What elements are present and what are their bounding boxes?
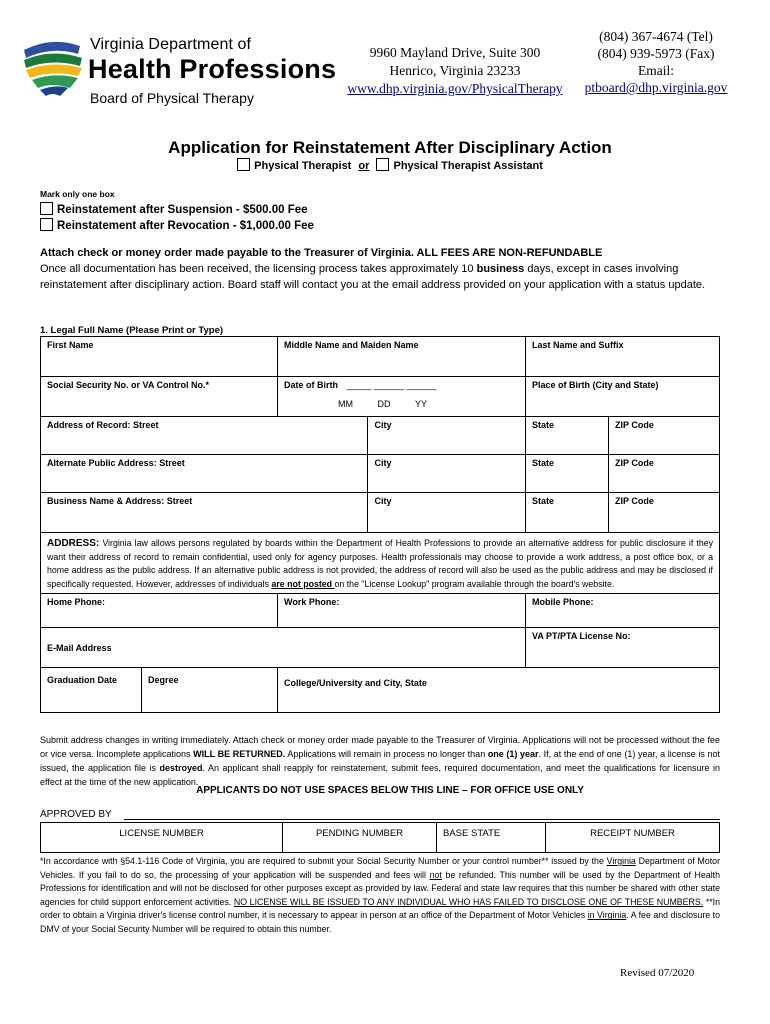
email-label: E-Mail Address — [47, 642, 112, 653]
license-no-label: VA PT/PTA License No: — [532, 631, 631, 641]
footnote-i: . A fee and disclosure to DMV of your Social Security Number will be required to obtain this number. — [40, 910, 720, 934]
table-row — [41, 455, 720, 493]
ssn-field[interactable] — [41, 377, 278, 417]
processing-text-b: business — [476, 263, 525, 275]
suspension-label: Reinstatement after Suspension - $500.00 Fee — [57, 204, 308, 216]
approved-by-line — [124, 819, 720, 820]
footnote-g: **In order to obtain a Virginia driver's license control number, it is necessary to appear in person at an office of the Department of Motor Vehicles — [40, 896, 720, 921]
table-row — [41, 493, 720, 533]
record-street-label: Address of Record: Street — [47, 420, 159, 430]
degree-field[interactable] — [142, 668, 278, 712]
grad-date-field[interactable] — [41, 668, 142, 712]
business-state-label: State — [532, 496, 555, 506]
logo-line2: Health Professions — [88, 54, 337, 84]
website-link[interactable]: www.dhp.virginia.gov/PhysicalTherapy — [347, 81, 563, 96]
mark-one-note: Mark only one box — [40, 189, 115, 199]
footnote-a: *In accordance with §54.1-116 Code of Virginia, you are required to submit your Social Security Number or your control number** issued by the — [40, 856, 607, 866]
office-use-heading: APPLICANTS DO NOT USE SPACES BELOW THIS LINE – FOR OFFICE USE ONLY — [196, 785, 584, 796]
record-city-label: City — [374, 420, 392, 430]
logo-line3: Board of Physical Therapy — [90, 90, 254, 106]
address-note-text-b: are not posted — [271, 578, 335, 589]
business-street-label: Business Name & Address: Street — [47, 496, 193, 506]
submit-g: . An applicant shall reapply for reinstatement, submit fees, required documentation, and meet the qualifications for licensure in effect at the time of the new application. — [40, 763, 720, 787]
first-name-label: First Name — [47, 340, 94, 350]
logo-mark-icon — [22, 36, 84, 102]
office-pending-number[interactable] — [283, 823, 437, 853]
table-row — [41, 628, 720, 668]
office-col-3: BASE STATE — [443, 828, 501, 839]
submit-a: Submit address changes in writing immediately. Attach check or money order made payable to the Treasurer of Virginia. Applications will not be processed without the fee or vice versa. Incomplete applications — [40, 735, 720, 759]
contact-email-label: Email: — [638, 63, 674, 78]
revised-date: Revised 07/2020 — [620, 967, 695, 979]
table-row — [41, 417, 720, 455]
table-row — [41, 668, 720, 713]
work-phone-label: Work Phone: — [284, 597, 340, 607]
pt-checkbox[interactable] — [237, 158, 250, 171]
submit-c: Applications will remain in process no longer than — [285, 749, 488, 759]
footnote-c: Department of Motor Vehicles. If you fail to do so, the processing of your application will be suspended and fees will — [40, 856, 720, 880]
business-city-label: City — [374, 496, 392, 506]
first-name-field[interactable] — [41, 337, 278, 377]
home-phone-field[interactable] — [41, 594, 278, 628]
address-city: Henrico, Virginia 23233 — [389, 63, 521, 78]
record-street-field[interactable] — [41, 417, 368, 455]
college-field[interactable] — [278, 668, 720, 713]
record-zip-label: ZIP Code — [615, 420, 654, 430]
address-street: 9960 Mayland Drive, Suite 300 — [369, 45, 541, 60]
record-state-field[interactable] — [526, 417, 609, 455]
pob-label: Place of Birth (City and State) — [531, 380, 659, 390]
email-field[interactable] — [41, 628, 526, 668]
mobile-phone-label: Mobile Phone: — [532, 597, 594, 607]
submit-f: destroyed — [159, 763, 203, 773]
business-zip-field[interactable] — [609, 493, 720, 533]
table-row — [41, 533, 720, 594]
pta-checkbox[interactable] — [376, 158, 389, 171]
business-zip-label: ZIP Code — [615, 496, 654, 506]
agency-contact — [576, 28, 736, 96]
office-col-2: PENDING NUMBER — [315, 828, 404, 839]
college-label: College/University and City, State — [284, 678, 427, 688]
footnote-f: NO LICENSE WILL BE ISSUED TO ANY INDIVIDUAL WHO HAS FAILED TO DISCLOSE ONE OF THESE NUMBERS. — [233, 896, 704, 907]
dob-dd: DD — [377, 399, 391, 409]
page-title: Application for Reinstatement After Disciplinary Action — [168, 138, 612, 157]
table-row — [41, 377, 720, 417]
address-note — [47, 537, 713, 591]
revocation-label: Reinstatement after Revocation - $1,000.00 Fee — [57, 220, 314, 232]
alt-state-label: State — [532, 458, 555, 468]
degree-label: Degree — [148, 675, 179, 685]
middle-name-label: Middle Name and Maiden Name — [284, 340, 419, 350]
agency-logo — [22, 30, 342, 110]
or-label: or — [358, 160, 370, 172]
record-zip-field[interactable] — [609, 417, 720, 455]
table-row — [41, 823, 720, 853]
ssn-label: Social Security No. or VA Control No.* — [47, 380, 210, 390]
dob-field[interactable] — [278, 377, 526, 417]
business-state-field[interactable] — [526, 493, 609, 533]
dob-yy: YY — [415, 399, 428, 409]
address-note-text-c: on the "License Lookup" program available through the board's website. — [334, 578, 615, 589]
profession-select — [0, 158, 770, 172]
logo-line1: Virginia Department of — [90, 36, 252, 53]
revocation-checkbox[interactable] — [40, 218, 53, 231]
dob-label: Date of Birth — [284, 380, 338, 390]
address-note-cell — [41, 533, 720, 594]
approved-by-label: APPROVED BY — [40, 809, 112, 820]
alt-street-label: Alternate Public Address: Street — [47, 458, 185, 468]
submit-e: . If, at the end of one (1) year, a license is not issued, the application file is — [40, 749, 720, 773]
record-state-label: State — [532, 420, 555, 430]
table-row — [41, 594, 720, 628]
email-link[interactable]: ptboard@dhp.virginia.gov — [584, 80, 728, 95]
processing-text-c: days, except in cases involving reinstatement after disciplinary action. Board staff will contact you at the email address provided on your application with a status update. — [40, 263, 706, 291]
contact-fax: (804) 939-5973 (Fax) — [597, 46, 715, 61]
grad-date-label: Graduation Date — [47, 675, 118, 685]
submit-d: one (1) year — [487, 749, 539, 759]
pta-label: Physical Therapist Assistant — [393, 160, 543, 172]
pt-label: Physical Therapist — [254, 160, 352, 172]
grad-degree-cell — [41, 668, 278, 713]
business-city-field[interactable] — [368, 493, 526, 533]
footnote-h: in Virginia — [587, 910, 627, 921]
dob-mm: MM — [338, 399, 353, 409]
applicant-info-table — [40, 336, 720, 713]
license-no-field[interactable] — [526, 628, 720, 668]
work-phone-field[interactable] — [278, 594, 526, 628]
last-name-field[interactable] — [526, 337, 720, 377]
processing-paragraph — [40, 262, 740, 293]
footnote-d: not — [429, 869, 442, 880]
alt-street-field[interactable] — [41, 455, 368, 493]
footnote-b: Virginia — [606, 856, 636, 866]
alt-zip-label: ZIP Code — [615, 458, 654, 468]
office-col-1: LICENSE NUMBER — [119, 828, 204, 839]
record-city-field[interactable] — [368, 417, 526, 455]
attach-instruction: Attach check or money order made payable to the Treasurer of Virginia. ALL FEES ARE NON-REFUNDABLE — [40, 247, 603, 259]
office-use-table — [40, 822, 720, 853]
address-note-label: ADDRESS: — [47, 538, 100, 549]
office-license-number[interactable] — [41, 823, 283, 853]
dob-blanks: _____ ______ ______ — [346, 380, 437, 390]
office-receipt-number[interactable] — [546, 823, 720, 853]
business-street-field[interactable] — [41, 493, 368, 533]
last-name-label: Last Name and Suffix — [532, 340, 624, 350]
contact-tel: (804) 367-4674 (Tel) — [599, 29, 713, 44]
alt-city-label: City — [374, 458, 392, 468]
section-1-heading: 1. Legal Full Name (Please Print or Type) — [40, 325, 224, 336]
address-note-text-a: Virginia law allows persons regulated by boards within the Department of Health Professions to provide an alternative address for public disclosure if they want their address of record to remain confidential, used only for agency purposes. Health professionals may choose to provide a work address, a post office box, or a home address as the public address. If an alternative public address is not provided, the address of record will also be used as the public address and may be disclosed if specifically requested. However, addresses of individuals — [47, 538, 713, 589]
pob-field[interactable] — [525, 377, 719, 417]
footnote-e: be refunded. This number will be used by the Department of Health Professions for identification and will not be disclosed for other purposes except as provided by law. Federal and state law requires that this number be shared with other state agencies for child support enforcement activities. — [40, 869, 720, 907]
submit-note — [40, 733, 720, 789]
alt-zip-field[interactable] — [609, 455, 720, 493]
alt-city-field[interactable] — [368, 455, 526, 493]
submit-b: WILL BE RETURNED. — [193, 749, 286, 759]
office-base-state[interactable] — [437, 823, 546, 853]
middle-name-field[interactable] — [278, 337, 526, 377]
agency-address — [340, 44, 570, 98]
home-phone-label: Home Phone: — [47, 597, 106, 607]
alt-state-field[interactable] — [526, 455, 609, 493]
processing-text-a: Once all documentation has been received, the licensing process takes approximately 10 — [40, 263, 477, 275]
office-col-4: RECEIPT NUMBER — [590, 828, 675, 839]
table-row — [41, 337, 720, 377]
fee-options — [40, 202, 314, 234]
ssn-footnote — [40, 855, 720, 937]
mobile-phone-field[interactable] — [526, 594, 720, 628]
suspension-checkbox[interactable] — [40, 202, 53, 215]
